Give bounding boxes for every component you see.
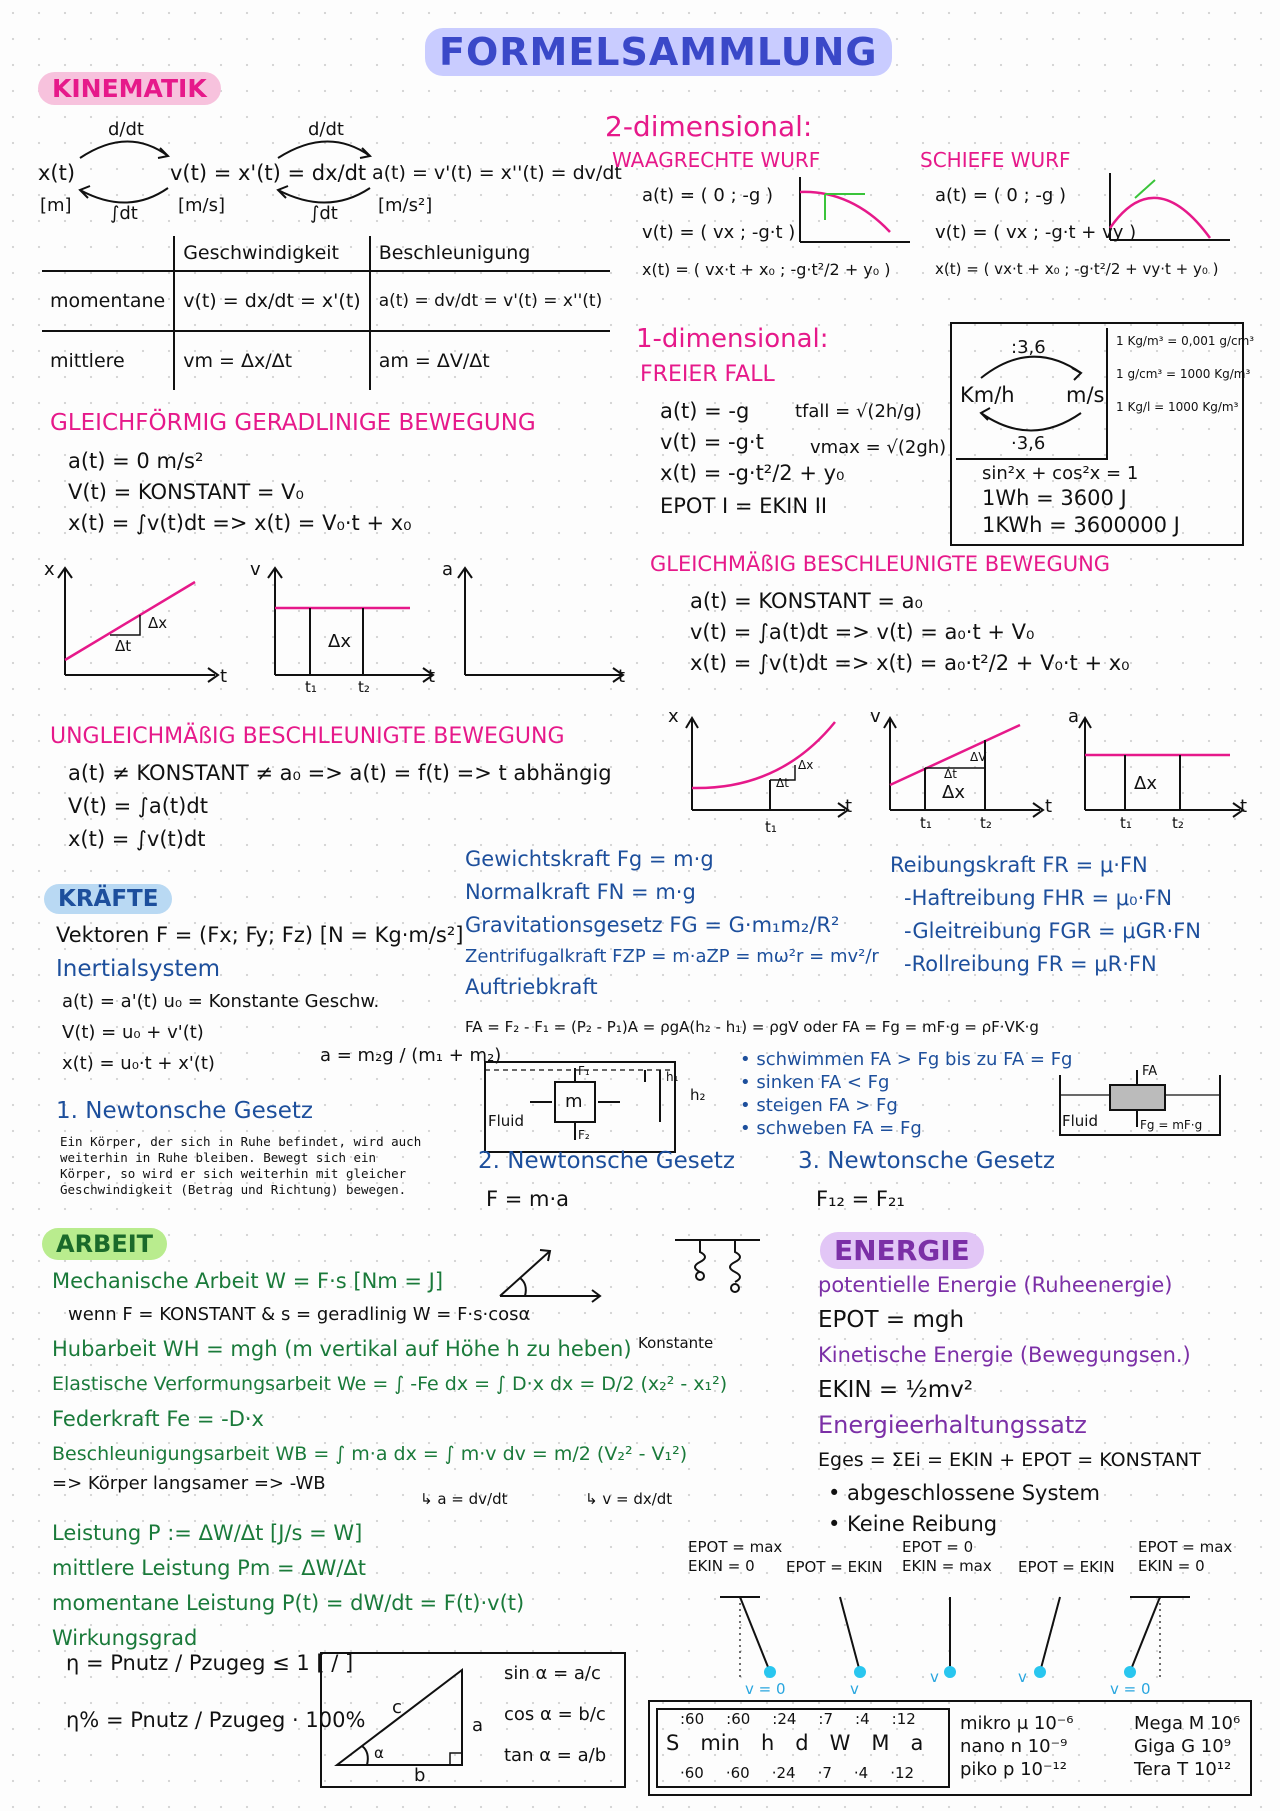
- sub-note: ↳ a = dv/dt: [420, 1490, 508, 1508]
- axis-label: a: [1068, 706, 1080, 727]
- formula-line: x(t) = ∫v(t)dt => x(t) = a₀·t²/2 + V₀·t + x₀: [690, 651, 1130, 675]
- praefix: Mega M 10⁶: [1134, 1713, 1241, 1734]
- praefix-row: [960, 1712, 1240, 1735]
- formula-line: v(t) = -g·t: [660, 430, 764, 454]
- newton2-heading: 2. Newtonsche Gesetz: [478, 1148, 735, 1174]
- axis-label: v: [870, 706, 881, 727]
- unit-x: [m]: [40, 195, 72, 216]
- formula-line: a(t) = KONSTANT = a₀: [690, 589, 923, 613]
- speed-box: [956, 328, 1108, 460]
- zeit-box: [648, 1700, 1252, 1796]
- pendel-label: EPOT = EKIN: [786, 1558, 883, 1576]
- trig-line: cos α = b/c: [504, 1704, 606, 1725]
- pendel-label: EPOT = max EKIN = 0: [688, 1538, 783, 1575]
- praefix-table: [960, 1712, 1240, 1781]
- axis-label: x: [44, 559, 55, 580]
- table-cell: am = ΔV/Δt: [370, 331, 611, 390]
- time-unit: d: [795, 1731, 809, 1755]
- velocity-label: v: [930, 1668, 939, 1686]
- energie-line: • Keine Reibung: [828, 1512, 998, 1536]
- formula-line: η% = Pnutz / Pzugeg · 100%: [66, 1708, 366, 1732]
- side-b: b: [414, 1765, 426, 1786]
- eindim-heading: 1-dimensional:: [636, 324, 829, 354]
- sub-note: ↳ v = dx/dt: [585, 1490, 673, 1508]
- newton2-formula: F = m·a: [486, 1187, 570, 1211]
- delta-label: Δx: [1134, 773, 1157, 794]
- formula-line: x(t) = ( vx·t + x₀ ; -g·t²/2 + y₀ ): [642, 260, 891, 279]
- velocity-label: v: [850, 1680, 859, 1698]
- leistung-line: Leistung P := ΔW/Δt [J/s = W]: [52, 1521, 363, 1545]
- konstante-label: Konstante: [638, 1334, 714, 1352]
- umrechnung-box: [950, 322, 1255, 546]
- tick-label: t₁: [1120, 814, 1132, 832]
- fa-label: FA: [1142, 1064, 1158, 1079]
- time-unit: h: [760, 1731, 775, 1755]
- axis-label: v: [250, 559, 261, 580]
- praefix-row: [960, 1735, 1240, 1758]
- velocity-label: v = 0: [1110, 1680, 1151, 1698]
- formula-line: a(t) = ( 0 ; -g ): [642, 185, 774, 206]
- trig-formulas: [504, 1662, 606, 1767]
- reibung-list: [890, 852, 1201, 978]
- formula-line: x(t) = ∫v(t)dt: [68, 827, 206, 851]
- time-unit: min: [700, 1731, 740, 1755]
- tick-label: t₁: [765, 818, 777, 836]
- arbeit-heading: ARBEIT: [42, 1228, 167, 1260]
- a-t-graph: [1079, 718, 1243, 817]
- auftrieb-list: [740, 1048, 1072, 1140]
- delta-label: Δx: [148, 614, 168, 632]
- time-factor: :60: [680, 1710, 705, 1728]
- delta-label: ΔV: [970, 750, 987, 764]
- newton1-heading: 1. Newtonsche Gesetz: [56, 1098, 313, 1124]
- force-gravitation: Gravitationsgesetz FG = G·m₁m₂/R²: [465, 913, 840, 937]
- praefix: Tera T 10¹²: [1134, 1759, 1232, 1780]
- newton3-formula: F₁₂ = F₂₁: [816, 1187, 905, 1211]
- reibung-line: -Rollreibung FR = μR·FN: [904, 952, 1157, 976]
- f1-label: F₁: [578, 1064, 590, 1078]
- axis-label: a: [442, 559, 454, 580]
- table-cell: a(t) = dv/dt = v'(t) = x''(t): [370, 271, 611, 331]
- velocity-label: v: [1018, 1668, 1027, 1686]
- fg-label: Fg = mF·g: [1140, 1118, 1203, 1132]
- formula-line: η = Pnutz / Pzugeg ≤ 1 [ / ]: [66, 1651, 354, 1675]
- force-gewicht: Gewichtskraft Fg = m·g: [465, 847, 714, 871]
- time-factor: :7: [818, 1710, 834, 1728]
- ms-label: m/s: [1066, 383, 1105, 407]
- list-item: • schwimmen FA > Fg bis zu FA = Fg: [740, 1049, 1073, 1070]
- energie-line: EPOT = mgh: [818, 1307, 965, 1333]
- force-normal: Normalkraft FN = m·g: [465, 880, 696, 904]
- h2-label: h₂: [690, 1086, 706, 1104]
- energie-line: Energieerhaltungssatz: [818, 1411, 1087, 1439]
- arbeit-hub: Hubarbeit WH = mgh (m vertikal auf Höhe h zu heben): [52, 1337, 632, 1361]
- formula-line: V(t) = u₀ + v'(t): [62, 1022, 204, 1043]
- axis-label: t: [618, 666, 626, 687]
- kinematik-chain: [38, 118, 622, 228]
- pendel-label: EPOT = 0 EKIN = max: [902, 1538, 992, 1575]
- arbeit-elastisch: Elastische Verformungsarbeit We = ∫ -Fe dx = ∫ D·x dx = D/2 (x₂² - x₁²): [52, 1373, 728, 1395]
- formula-line: x(t) = u₀·t + x'(t): [62, 1053, 215, 1074]
- axis-label: t: [1045, 796, 1053, 817]
- formula-line: sin²x + cos²x = 1: [982, 463, 1139, 484]
- leistung-line: momentane Leistung P(t) = dW/dt = F(t)·v(t): [52, 1591, 525, 1615]
- auftrieb-diagram: [480, 1050, 710, 1160]
- newton1-text: Ein Körper, der sich in Ruhe befindet, wird auch weiterhin in Ruhe bleiben. Bewegt sich ein Körper, so wird er sich weiterhin mit gleicher Geschwindigkeit (Betrag und Richtung) bewegen.: [60, 1134, 422, 1197]
- d-dt-label: d/dt: [108, 119, 144, 140]
- arbeit-langsamer: => Körper langsamer => -WB: [52, 1473, 326, 1494]
- gleichmaessig-formulas: [690, 588, 1130, 677]
- delta-label: Δx: [328, 631, 351, 652]
- zweidim-heading: 2-dimensional:: [605, 110, 813, 143]
- time-factor: ·24: [771, 1764, 796, 1782]
- formula-line: V(t) = KONSTANT = V₀: [68, 480, 304, 504]
- integral-label: ∫dt: [110, 203, 138, 224]
- tfall-formula: tfall = √(2h/g): [795, 401, 922, 422]
- time-factor: :60: [726, 1710, 751, 1728]
- factor-bottom: ·3,6: [1011, 433, 1046, 454]
- a-of-t: a(t) = v'(t) = x''(t) = dv/dt: [372, 162, 622, 184]
- praefix-row: [960, 1758, 1240, 1781]
- gleichmaessig-heading: GLEICHMÄßIG BESCHLEUNIGTE BEWEGUNG: [650, 552, 1111, 576]
- triangle-box: [320, 1652, 626, 1788]
- kraefte-heading: KRÄFTE: [44, 884, 172, 914]
- praefix: mikro μ 10⁻⁶: [960, 1713, 1074, 1734]
- arbeit-mechanisch: Mechanische Arbeit W = F·s [Nm = J]: [52, 1269, 444, 1293]
- delta-label: Δt: [776, 776, 789, 790]
- list-item: • sinken FA < Fg: [740, 1072, 890, 1093]
- tick-label: t₁: [920, 814, 932, 832]
- arbeit-feder: Federkraft Fe = -D·x: [52, 1407, 264, 1431]
- time-factor: ·60: [725, 1764, 750, 1782]
- axis-label: t: [1240, 796, 1248, 817]
- inertial-heading: Inertialsystem: [56, 956, 221, 982]
- tick-label: t₂: [980, 814, 992, 832]
- trig-line: sin α = a/c: [504, 1663, 601, 1684]
- delta-label: Δt: [944, 767, 957, 781]
- fluid-label: Fluid: [1062, 1112, 1098, 1130]
- a-t-graph: [458, 568, 623, 682]
- waagrecht-heading: WAAGRECHTE WURF: [612, 148, 821, 172]
- formula-line: v(t) = ( vx ; -g·t + vy ): [935, 222, 1137, 243]
- time-unit: M: [871, 1731, 890, 1755]
- unit-a: [m/s²]: [378, 195, 433, 216]
- axis-label: t: [428, 666, 436, 687]
- integral-label: ∫dt: [310, 203, 338, 224]
- right-triangle: [332, 1660, 472, 1780]
- time-unit: S: [666, 1731, 680, 1755]
- table-cell: v(t) = dx/dt = x'(t): [174, 271, 369, 331]
- vektoren-line: Vektoren F = (Fx; Fy; Fz) [N = Kg·m/s²]: [56, 923, 464, 947]
- praefix: piko p 10⁻¹²: [960, 1759, 1067, 1780]
- formula-line: a(t) = a'(t) u₀ = Konstante Geschw.: [62, 991, 380, 1012]
- tick-label: t₂: [1172, 814, 1184, 832]
- list-item: • schweben FA = Fg: [740, 1118, 922, 1139]
- zeit-units: [666, 1730, 956, 1757]
- arbeit-wenn: wenn F = KONSTANT & s = geradlinig W = F·s·cosα: [68, 1304, 531, 1325]
- energie-line: Eges = ΣEi = EKIN + EPOT = KONSTANT: [818, 1449, 1201, 1471]
- d-dt-label: d/dt: [308, 119, 344, 140]
- schief-heading: SCHIEFE WURF: [920, 148, 1071, 172]
- factor-top: :3,6: [1011, 337, 1046, 358]
- formula-line: a(t) = ( 0 ; -g ): [935, 185, 1067, 206]
- table-header: [42, 236, 174, 271]
- vmax-formula: vmax = √(2gh): [810, 437, 947, 458]
- reibung-line: -Haftreibung FHR = μ₀·FN: [904, 886, 1173, 910]
- energie-line: • abgeschlossene System: [828, 1481, 1101, 1505]
- formula-line: x(t) = -g·t²/2 + y₀: [660, 461, 845, 485]
- delta-label: Δx: [942, 782, 965, 803]
- time-factor: :12: [891, 1710, 916, 1728]
- ungleichmaessig-heading: UNGLEICHMÄßIG BESCHLEUNIGTE BEWEGUNG: [50, 724, 565, 749]
- pendel-label: EPOT = max EKIN = 0: [1138, 1538, 1233, 1575]
- freier-fall-heading: FREIER FALL: [640, 362, 775, 387]
- gleichfoermig-heading: GLEICHFÖRMIG GERADLINIGE BEWEGUNG: [50, 410, 536, 436]
- kinematik-heading: KINEMATIK: [38, 72, 221, 105]
- formula-line: x(t) = ( vx·t + x₀ ; -g·t²/2 + vy·t + y₀ ): [935, 260, 1219, 278]
- f2-label: F₂: [578, 1128, 590, 1142]
- time-factor: ·7: [817, 1764, 832, 1782]
- energie-line: Kinetische Energie (Bewegungsen.): [818, 1343, 1191, 1367]
- formula-line: v(t) = ( vx ; -g·t ): [642, 222, 796, 243]
- energie-heading: ENERGIE: [820, 1232, 984, 1269]
- axis-label: t: [220, 666, 228, 687]
- table-header: Geschwindigkeit: [174, 236, 369, 271]
- time-unit: a: [910, 1731, 924, 1755]
- unit-v: [m/s]: [178, 195, 226, 216]
- formula-line: a(t) = 0 m/s²: [68, 449, 204, 473]
- fluid-label: Fluid: [488, 1112, 524, 1130]
- tick-label: t₂: [358, 678, 370, 696]
- formula-line: 1KWh = 3600000 J: [982, 513, 1180, 537]
- kmh-label: Km/h: [960, 383, 1015, 407]
- formula-line: 1Wh = 3600 J: [982, 486, 1127, 510]
- leistung-line: mittlere Leistung Pm = ΔW/Δt: [52, 1556, 367, 1580]
- formula-line: x(t) = ∫v(t)dt => x(t) = V₀·t + x₀: [68, 511, 412, 535]
- formula-line: V(t) = ∫a(t)dt: [68, 794, 208, 818]
- tick-label: t₁: [305, 678, 317, 696]
- time-factor: :24: [772, 1710, 797, 1728]
- list-item: • steigen FA > Fg: [740, 1095, 898, 1116]
- energie-line: EKIN = ½mv²: [818, 1377, 974, 1403]
- formula-line: a(t) = -g: [660, 399, 750, 423]
- time-factor: ·12: [890, 1764, 915, 1782]
- formula-line: a(t) ≠ KONSTANT ≠ a₀ => a(t) = f(t) => t abhängig: [68, 761, 612, 785]
- formula-line: EPOT I = EKIN II: [660, 494, 828, 518]
- angle-alpha: α: [374, 1744, 384, 1762]
- reibung-line: -Gleitreibung FGR = μGR·FN: [904, 919, 1201, 943]
- ungleichmaessig-formulas: [68, 760, 612, 853]
- gleichfoermig-formulas: [68, 448, 412, 537]
- density-list: [1116, 332, 1254, 417]
- force-auftrieb: Auftriebkraft: [465, 975, 598, 999]
- time-unit: W: [829, 1731, 851, 1755]
- page-title: FORMELSAMMLUNG: [425, 28, 892, 76]
- praefix: nano n 10⁻⁹: [960, 1736, 1068, 1757]
- zeit-top-factors: [680, 1710, 916, 1729]
- density-line: 1 g/cm³ = 1000 Kg/m³: [1116, 367, 1251, 381]
- zeit-bottom-factors: [680, 1764, 914, 1783]
- side-c: c: [392, 1697, 402, 1718]
- table-cell: vm = Δx/Δt: [174, 331, 369, 390]
- table-cell: momentane: [50, 290, 166, 312]
- table-cell: mittlere: [50, 350, 125, 372]
- density-line: 1 Kg/m³ = 0,001 g/cm³: [1116, 334, 1255, 348]
- delta-label: Δx: [798, 758, 814, 772]
- v-t-graph: [268, 568, 433, 682]
- schief-graph: [1100, 168, 1240, 248]
- density-line: 1 Kg/l = 1000 Kg/m³: [1116, 400, 1239, 414]
- axis-label: x: [668, 706, 679, 727]
- mass-label: m: [565, 1091, 583, 1112]
- waagrecht-graph: [790, 172, 920, 252]
- force-zentrifugal: Zentrifugalkraft FZP = m·aZP = mω²r = mv²/r: [465, 946, 879, 967]
- arbeit-formulas: [52, 1268, 727, 1495]
- leistung-line: Wirkungsgrad: [52, 1626, 198, 1650]
- time-factor: ·60: [680, 1764, 704, 1782]
- x-t-graph: [686, 718, 848, 817]
- energie-line: potentielle Energie (Ruheenergie): [818, 1273, 1173, 1297]
- newton3-heading: 3. Newtonsche Gesetz: [798, 1148, 1055, 1174]
- formula-line: v(t) = ∫a(t)dt => v(t) = a₀·t + V₀: [690, 620, 1035, 644]
- side-a: a: [472, 1715, 484, 1736]
- axis-label: t: [845, 796, 853, 817]
- x-t-graph: [58, 568, 218, 682]
- force-list: [465, 846, 879, 1001]
- v-of-t: v(t) = x'(t) = dx/dt: [170, 161, 367, 185]
- delta-label: Δt: [115, 637, 132, 655]
- reibung-line: Reibungskraft FR = μ·FN: [890, 853, 1148, 877]
- auftrieb-formula: FA = F₂ - F₁ = (P₂ - P₁)A = ρgA(h₂ - h₁) = ρgV oder FA = Fg = mF·g = ρF·VK·g: [465, 1018, 1039, 1036]
- time-factor: :4: [855, 1710, 870, 1728]
- energy-units: [982, 462, 1180, 539]
- energie-formulas: [818, 1272, 1201, 1538]
- time-factor: ·4: [853, 1764, 869, 1782]
- kinematik-table: [42, 236, 610, 390]
- arbeit-beschleunigung: Beschleunigungsarbeit WB = ∫ m·a dx = ∫ m·v dv = m/2 (V₂² - V₁²): [52, 1443, 688, 1465]
- x-of-t: x(t): [38, 161, 76, 185]
- table-header: Beschleunigung: [370, 236, 611, 271]
- praefix: Giga G 10⁹: [1134, 1736, 1231, 1757]
- leistung-formulas: [52, 1520, 524, 1652]
- h1-label: h₁: [666, 1070, 679, 1084]
- velocity-label: v = 0: [745, 1680, 786, 1698]
- a-formula: a = m₂g / (m₁ + m₂): [320, 1045, 502, 1066]
- pendel-label: EPOT = EKIN: [1018, 1558, 1115, 1576]
- trig-line: tan α = a/b: [504, 1745, 607, 1766]
